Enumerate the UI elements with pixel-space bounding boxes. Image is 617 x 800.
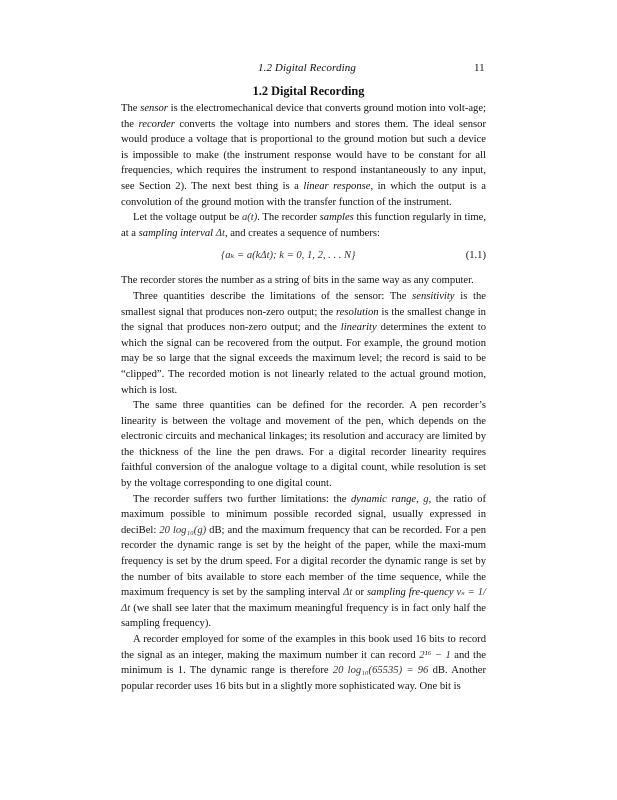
paragraph-6: The recorder suffers two further limitations: the dynamic range, g, the ratio of maximum possible to minimum possible recorded signal, usually expressed in deciBel: 20 log₁₀(g) dB; and the maximum frequency that can be recorded. For a pen recorder the dynamic range is set by the height of the paper, while the maxi-mum frequency is set by the drum speed. For a digital recorder the dynamic range is set by the number of bits available to store each member of the time sequence, while the maximum frequency is set by the sampling interval Δt or sampling fre-quency νₛ = 1/Δt (we shall see later that the maximum meaningful frequency is in fact only half the sampling frequency). (121, 493, 487, 630)
paragraph-5: The same three quantities can be defined for the recorder. A pen recorder’s linearity is between the voltage and movement of the pen, which depends on the electronic circuits and mechanical linkages; its resolution and accuracy are limited by the thickness of the line the pen draws. For a digital recorder linearity requires faithful conversion of the analogue voltage to a digital count, while resolution is set by the voltage corresponding to one digital count. (121, 400, 486, 490)
equation-body: {aₖ = a(kΔt); k = 0, 1, 2, . . . N} (221, 250, 356, 262)
paragraph-7: A recorder employed for some of the examples in this book used 16 bits to record the signal as an integer, making the maximum number it can record 2¹⁶ − 1 and the minimum is 1. The dynamic range is therefore 20 log₁₀(65535) = 96 dB. Another popular recorder uses 16 bits but in a slightly more sophisticated way. One bit is (121, 634, 487, 692)
section-title: 1.2 Digital Recording (252, 84, 365, 98)
paragraph-2: Let the voltage output be a(t). The recorder samples this function regularly in time, at a sampling interval Δt, and creates a sequence of numbers: (121, 212, 486, 239)
page-number: 11 (474, 62, 485, 74)
paragraph-4: Three quantities describe the limitations of the sensor: The sensitivity is the smallest signal that produces non-zero output; the resolution is the smallest change in the signal that produces non-zero output; and the linearity determines the extent to which the signal can be recovered from the output. For example, the ground motion may be so large that the signal exceeds the maximum level; the record is said to be “clipped”. The recorded motion is not linearly related to the actual ground motion, which is lost. (121, 290, 487, 396)
equation-1-1 (121, 244, 486, 270)
running-header-section: 1.2 Digital Recording (258, 62, 356, 74)
paragraph-3: The recorder stores the number as a string of bits in the same way as any computer. (121, 275, 474, 287)
equation-number: (1.1) (465, 250, 486, 262)
body-text (121, 101, 486, 694)
paragraph-1: The sensor is the electromechanical device that converts ground motion into volt-age; the recorder converts the voltage into numbers and stores them. The ideal sensor would produce a voltage that is proportional to the ground motion but such a device is impossible to make (the instrument response would have to be constant for all frequencies, which requires the instrument to respond instantaneously to any input, see Section 2). The next best thing is a linear response, in which the output is a convolution of the ground motion with the transfer function of the instrument. (121, 103, 486, 208)
